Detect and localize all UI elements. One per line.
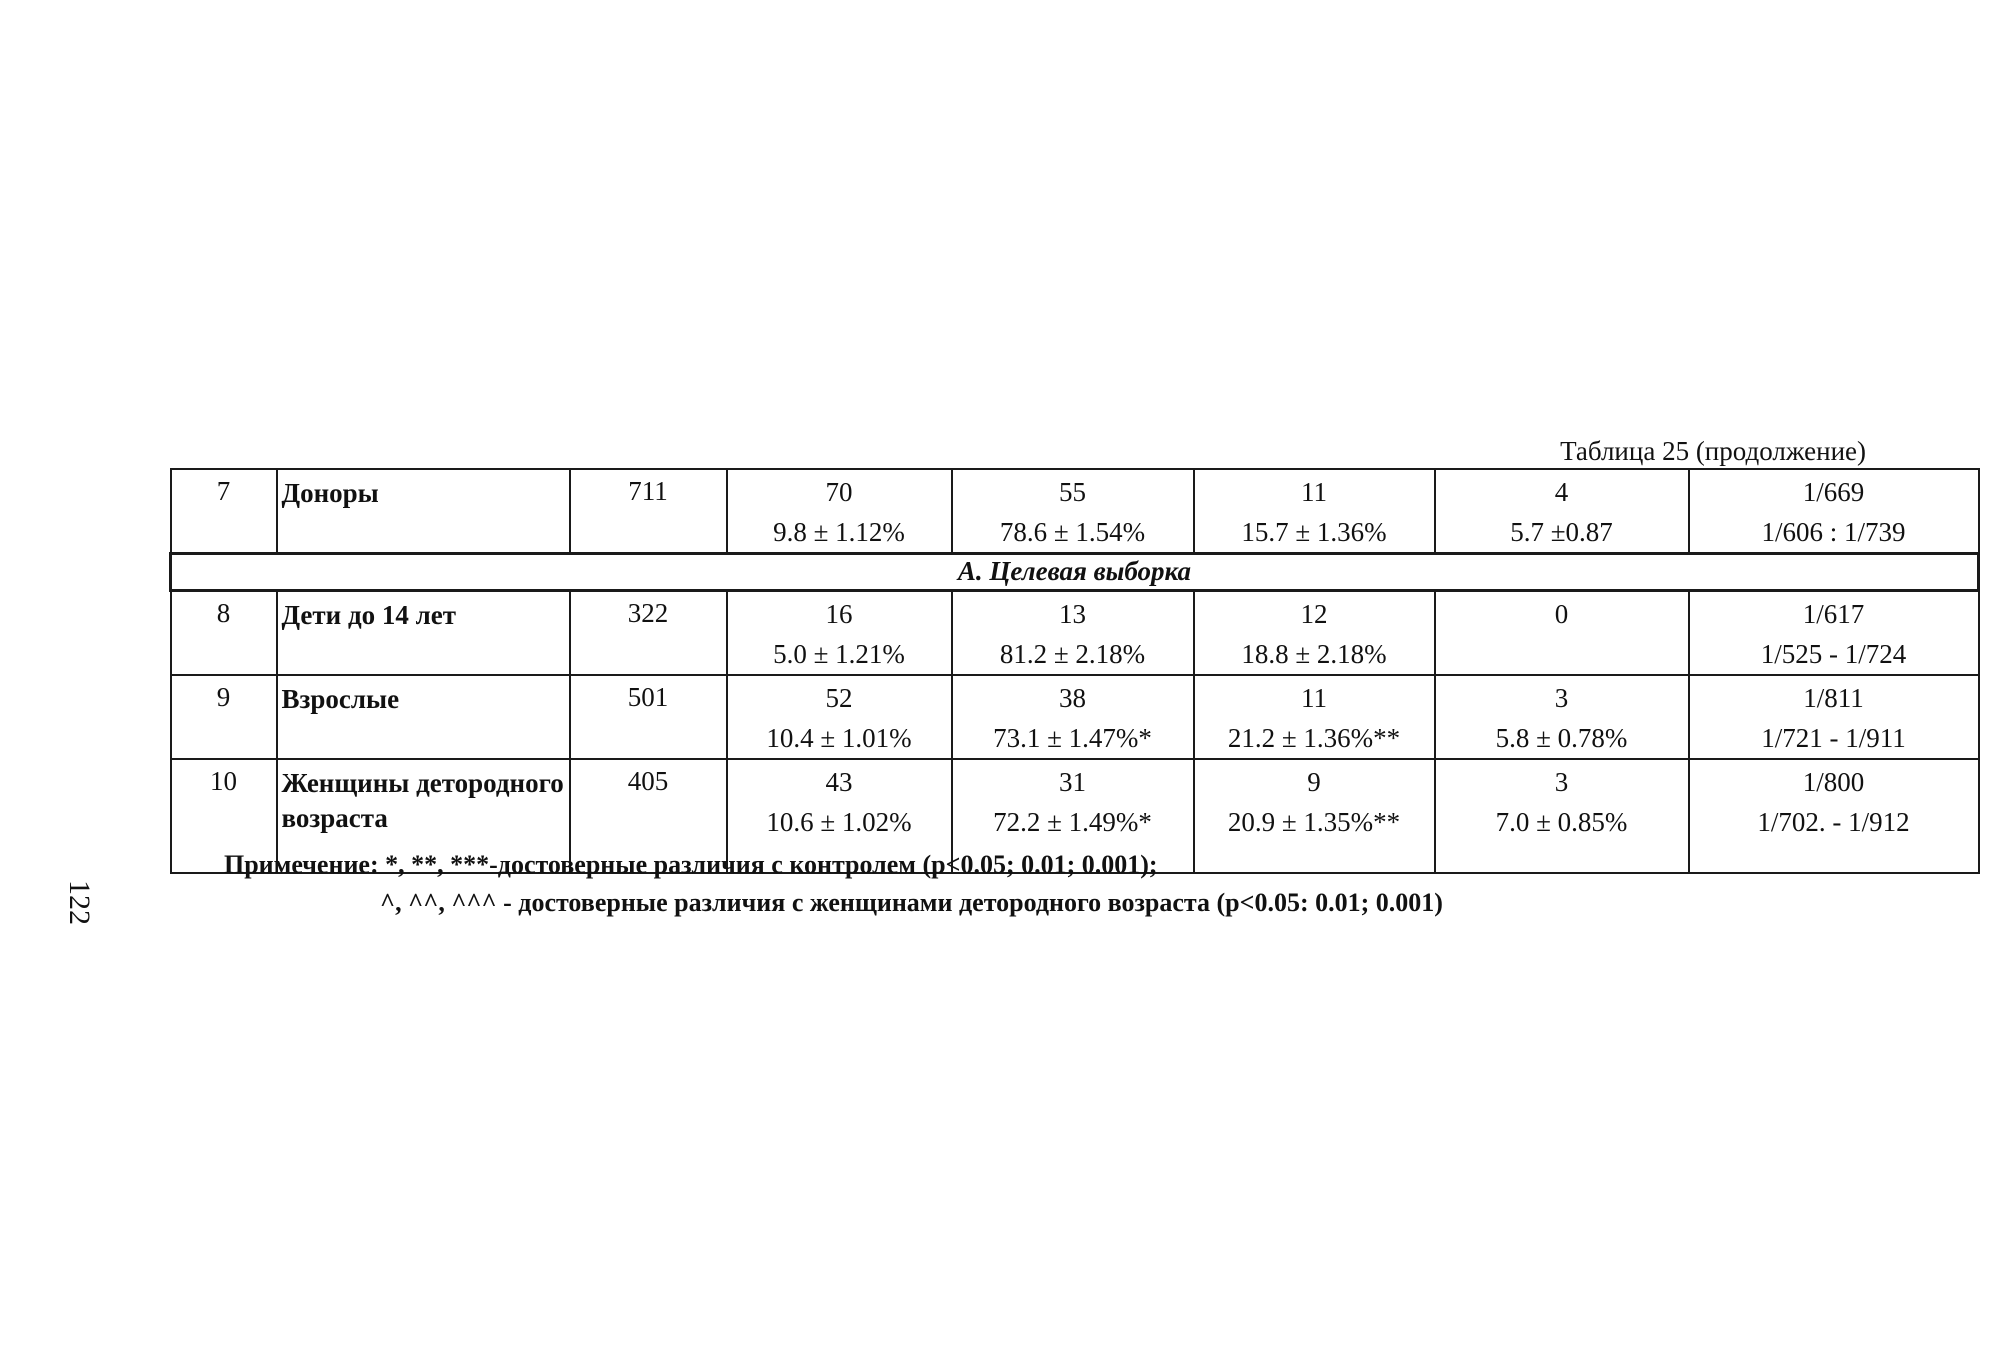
group-name: Взрослые (277, 675, 570, 759)
stat-count: 0 (1554, 599, 1569, 629)
row-number: 10 (171, 759, 277, 873)
stat-count: 11 (1301, 477, 1327, 507)
group-name: Женщины детородного возраста (277, 759, 570, 873)
stat-percent: 72.2 ± 1.49%* (993, 807, 1152, 837)
stat-percent: 7.0 ± 0.85% (1495, 807, 1628, 837)
stat-count: 12 (1300, 599, 1328, 629)
section-row (171, 554, 1979, 591)
group-name: Дети до 14 лет (277, 591, 570, 676)
stat-percent: 15.7 ± 1.36% (1241, 517, 1387, 547)
stat-count: 38 (1059, 683, 1086, 713)
group-total: 501 (570, 675, 727, 759)
stat-count: 31 (1059, 767, 1086, 797)
stat-count: 11 (1301, 683, 1327, 713)
stat-percent: 21.2 ± 1.36%** (1227, 723, 1401, 753)
frequency-interval: 1/525 - 1/724 (1760, 639, 1907, 669)
stat-percent: 10.4 ± 1.01% (766, 723, 912, 753)
stat-percent: 5.7 ±0.87 (1510, 517, 1613, 547)
stat-cell (952, 469, 1194, 554)
stat-percent: 73.1 ± 1.47%* (993, 723, 1152, 753)
frequency-value: 1/800 (1802, 767, 1865, 797)
stat-cell (1435, 759, 1689, 873)
stat-cell (952, 591, 1194, 676)
stat-count: 43 (825, 767, 853, 797)
stat-percent: 10.6 ± 1.02% (766, 807, 912, 837)
data-table (169, 468, 1980, 874)
table-row (171, 591, 1979, 676)
stat-cell (1435, 591, 1689, 676)
stat-count: 70 (825, 477, 853, 507)
stat-cell (727, 591, 952, 676)
group-total: 322 (570, 591, 727, 676)
table-row (171, 675, 1979, 759)
stat-percent: 20.9 ± 1.35%** (1227, 807, 1401, 837)
footnote-significance-women: ^, ^^, ^^^ - достоверные различия с женщинами детородного возраста (р<0.05: 0.01; 0.001) (380, 888, 1443, 917)
stat-percent: 5.8 ± 0.78% (1495, 723, 1628, 753)
stat-cell (1435, 675, 1689, 759)
stat-percent: 9.8 ± 1.12% (773, 517, 905, 547)
frequency-cell (1689, 591, 1979, 676)
frequency-value: 1/669 (1802, 477, 1865, 507)
stat-cell (1194, 675, 1435, 759)
stat-count: 52 (825, 683, 853, 713)
frequency-interval: 1/606 : 1/739 (1761, 517, 1906, 547)
frequency-interval: 1/702. - 1/912 (1757, 807, 1910, 837)
stat-cell (952, 675, 1194, 759)
stat-cell (1435, 469, 1689, 554)
stat-percent: 81.2 ± 2.18% (999, 639, 1146, 669)
frequency-value: 1/617 (1802, 599, 1865, 629)
stat-cell (727, 469, 952, 554)
group-total: 711 (570, 469, 727, 554)
frequency-cell (1689, 675, 1979, 759)
group-total: 405 (570, 759, 727, 873)
stat-percent: 5.0 ± 1.21% (773, 639, 905, 669)
stat-cell (1194, 469, 1435, 554)
frequency-cell (1689, 469, 1979, 554)
stat-count: 3 (1554, 683, 1569, 713)
stat-cell (1194, 591, 1435, 676)
row-number: 9 (171, 675, 277, 759)
table-row (171, 469, 1979, 554)
row-number: 8 (171, 591, 277, 676)
footnote-significance-control: Примечение: *, **, ***-достоверные различия с контролем (р<0.05; 0.01; 0.001); (224, 850, 1158, 879)
group-name: Доноры (277, 469, 570, 554)
stat-count: 16 (825, 599, 853, 629)
stat-percent: 78.6 ± 1.54% (999, 517, 1146, 547)
stat-count: 55 (1059, 477, 1086, 507)
stat-cell (727, 675, 952, 759)
frequency-interval: 1/721 - 1/911 (1761, 723, 1906, 753)
table-caption: Таблица 25 (продолжение) (1560, 436, 1866, 466)
stat-count: 3 (1554, 767, 1569, 797)
stat-count: 4 (1554, 477, 1569, 507)
frequency-value: 1/811 (1803, 683, 1864, 713)
frequency-cell (1689, 759, 1979, 873)
stat-count: 13 (1059, 599, 1086, 629)
section-title: А. Целевая выборка (171, 554, 1979, 591)
page-number: 122 (63, 880, 96, 925)
stat-count: 9 (1307, 767, 1321, 797)
stat-percent: 18.8 ± 2.18% (1241, 639, 1387, 669)
stat-cell (1194, 759, 1435, 873)
row-number: 7 (171, 469, 277, 554)
